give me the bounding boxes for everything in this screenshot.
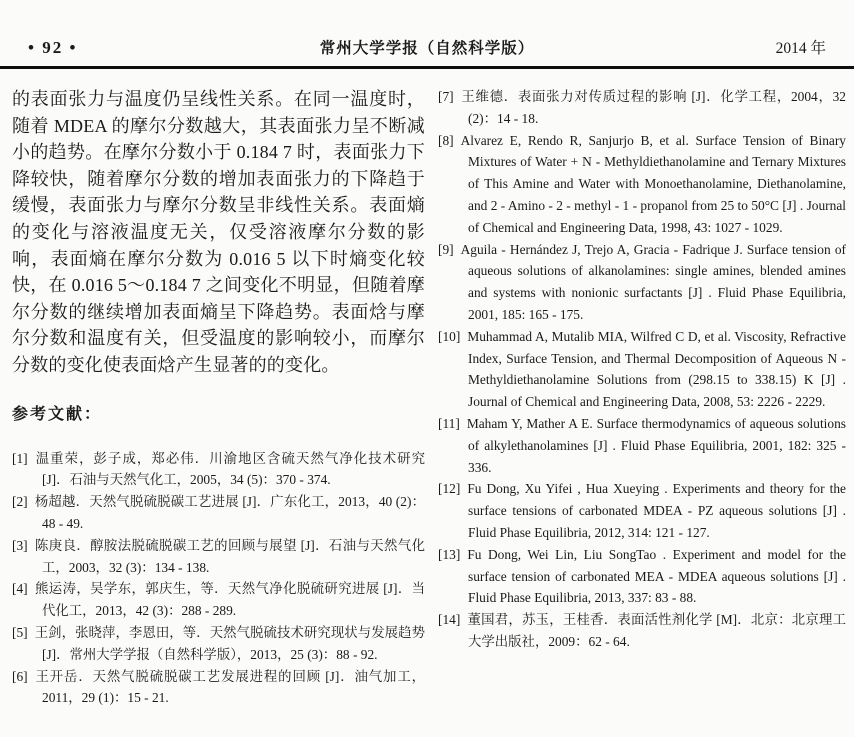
references-list-left <box>12 448 425 710</box>
reference-text: Aguila - Hernández J, Trejo A, Gracia - Fadrique J. Surface tension of aqueous solutions of alkanolamines: single amines, blended amines and systems with nonionic surfactants [J] . Fluid Phase Equilibria, 2001, 185: 165 - 175. <box>460 241 846 322</box>
reference-text: Muhammad A, Mutalib MIA, Wilfred C D, et al. Viscosity, Refractive Index, Surface Tension, and Thermal Decomposition of Aqueous N - Methyldiethanolamine Solutions from (298.15 to 338.15) K [J] . Journal of Chemical and Engineering Data, 2008, 53: 2226 - 2229. <box>467 328 846 410</box>
reference-item <box>12 666 425 710</box>
reference-label: [5] <box>12 624 28 640</box>
reference-text: 王维德．表面张力对传质过程的影响 [J]．化学工程，2004，32 (2)：14 - 18. <box>460 89 846 126</box>
reference-item <box>12 448 425 492</box>
reference-label: [14] <box>438 612 461 628</box>
reference-text: Maham Y, Mather A E. Surface thermodynamics of aqueous solutions of alkylethanolamines [J] . Fluid Phase Equilibria, 2001, 182: 325 - 336. <box>466 415 846 475</box>
reference-text: 董国君，苏玉，王桂香．表面活性剂化学 [M]．北京：北京理工大学出版社，2009：62 - 64. <box>467 612 846 649</box>
reference-label: [4] <box>12 581 28 597</box>
reference-text: 杨超越．天然气脱硫脱碳工艺进展 [J]．广东化工，2013，40 (2)：48 - 49. <box>34 494 425 531</box>
journal-title: 常州大学学报（自然科学版） <box>319 40 535 57</box>
reference-text: 陈庚良．醇胺法脱硫脱碳工艺的回顾与展望 [J]．石油与天然气化工，2003，32 (3)：134 - 138. <box>34 537 425 575</box>
reference-item <box>438 326 846 413</box>
reference-label: [10] <box>438 328 461 344</box>
page-header <box>0 0 854 66</box>
reference-item <box>12 535 425 579</box>
reference-text: Fu Dong, Wei Lin, Liu SongTao . Experiment and model for the surface tension of carbonated MEA - MDEA aqueous solutions [J] . Fluid Phase Equilibria, 2013, 337: 83 - 88. <box>467 546 846 606</box>
reference-item <box>438 86 846 130</box>
reference-label: [7] <box>438 89 454 104</box>
reference-label: [11] <box>438 415 460 431</box>
reference-item <box>438 478 846 543</box>
references-list-right <box>438 86 846 653</box>
two-column-layout <box>0 69 854 709</box>
reference-text: Alvarez E, Rendo R, Sanjurjo B, et al. Surface Tension of Binary Mixtures of Water + N - Methyldiethanolamine and Ternary Mixtures of This Amine and Water with Monoethanolamine, Diethanolamine, and 2 - Amino - 2 - methyl - 1 - propanol from 25 to 50°C [J] . Journal of Chemical and Engineering Data, 1998, 43: 1027 - 1029. <box>460 132 846 235</box>
reference-label: [9] <box>438 241 454 257</box>
reference-label: [6] <box>12 668 28 684</box>
left-column <box>12 86 425 709</box>
reference-label: [3] <box>12 537 28 553</box>
publication-year: 2014 年 <box>775 40 826 57</box>
reference-item <box>438 609 846 653</box>
reference-item <box>12 622 425 666</box>
reference-label: [8] <box>438 132 454 148</box>
reference-item <box>438 239 846 326</box>
reference-item <box>12 491 425 535</box>
reference-label: [13] <box>438 546 461 562</box>
body-paragraph: 的表面张力与温度仍呈线性关系。在同一温度时，随着 MDEA 的摩尔分数越大，其表面张力呈不断减小的趋势。在摩尔分数小于 0.184 7 时，表面张力下降较快，随着摩尔分数的增加表面张力的下降趋于缓慢，表面张力与摩尔分数呈非线性关系。表面熵的变化与溶液温度无关，仅受溶液摩尔分数的影响，表面熵在摩尔分数为 0.016 5 以下时熵变化较快，在 0.016 5～0.184 7 之间变化不明显，但随着摩尔分数的继续增加表面熵呈下降趋势。表面焓与摩尔分数和温度有关，但受温度的影响较小，而摩尔分数的变化使表面焓产生显著的的变化。 <box>12 89 425 375</box>
reference-label: [2] <box>12 494 28 510</box>
page-number: • 92 • <box>28 38 78 57</box>
reference-label: [12] <box>438 481 461 497</box>
reference-label: [1] <box>12 450 28 466</box>
reference-text: 王开岳．天然气脱硫脱碳工艺发展进程的回顾 [J]．油气加工，2011，29 (1)：15 - 21. <box>34 668 425 706</box>
reference-item <box>12 578 425 622</box>
reference-item <box>438 413 846 478</box>
right-column <box>438 86 846 709</box>
references-heading: 参考文献： <box>12 405 103 423</box>
reference-text: 熊运涛，吴学东，郭庆生，等．天然气净化脱硫研究进展 [J]．当代化工，2013，42 (3)：288 - 289. <box>34 581 425 619</box>
reference-item <box>438 130 846 239</box>
reference-text: 王剑，张晓萍，李恩田，等．天然气脱硫技术研究现状与发展趋势 [J]．常州大学学报（自然科学版），2013，25 (3)：88 - 92. <box>34 624 425 662</box>
reference-item <box>438 544 846 609</box>
reference-text: Fu Dong, Xu Yifei , Hua Xueying . Experiments and theory for the surface tensions of carbonated MDEA - PZ aqueous solutions [J] . Fluid Phase Equilibria, 2012, 314: 121 - 127. <box>467 481 846 540</box>
reference-text: 温重荣，彭子成，郑必伟．川渝地区含硫天然气净化技术研究 [J]．石油与天然气化工，2005，34 (5)：370 - 374. <box>34 450 425 488</box>
